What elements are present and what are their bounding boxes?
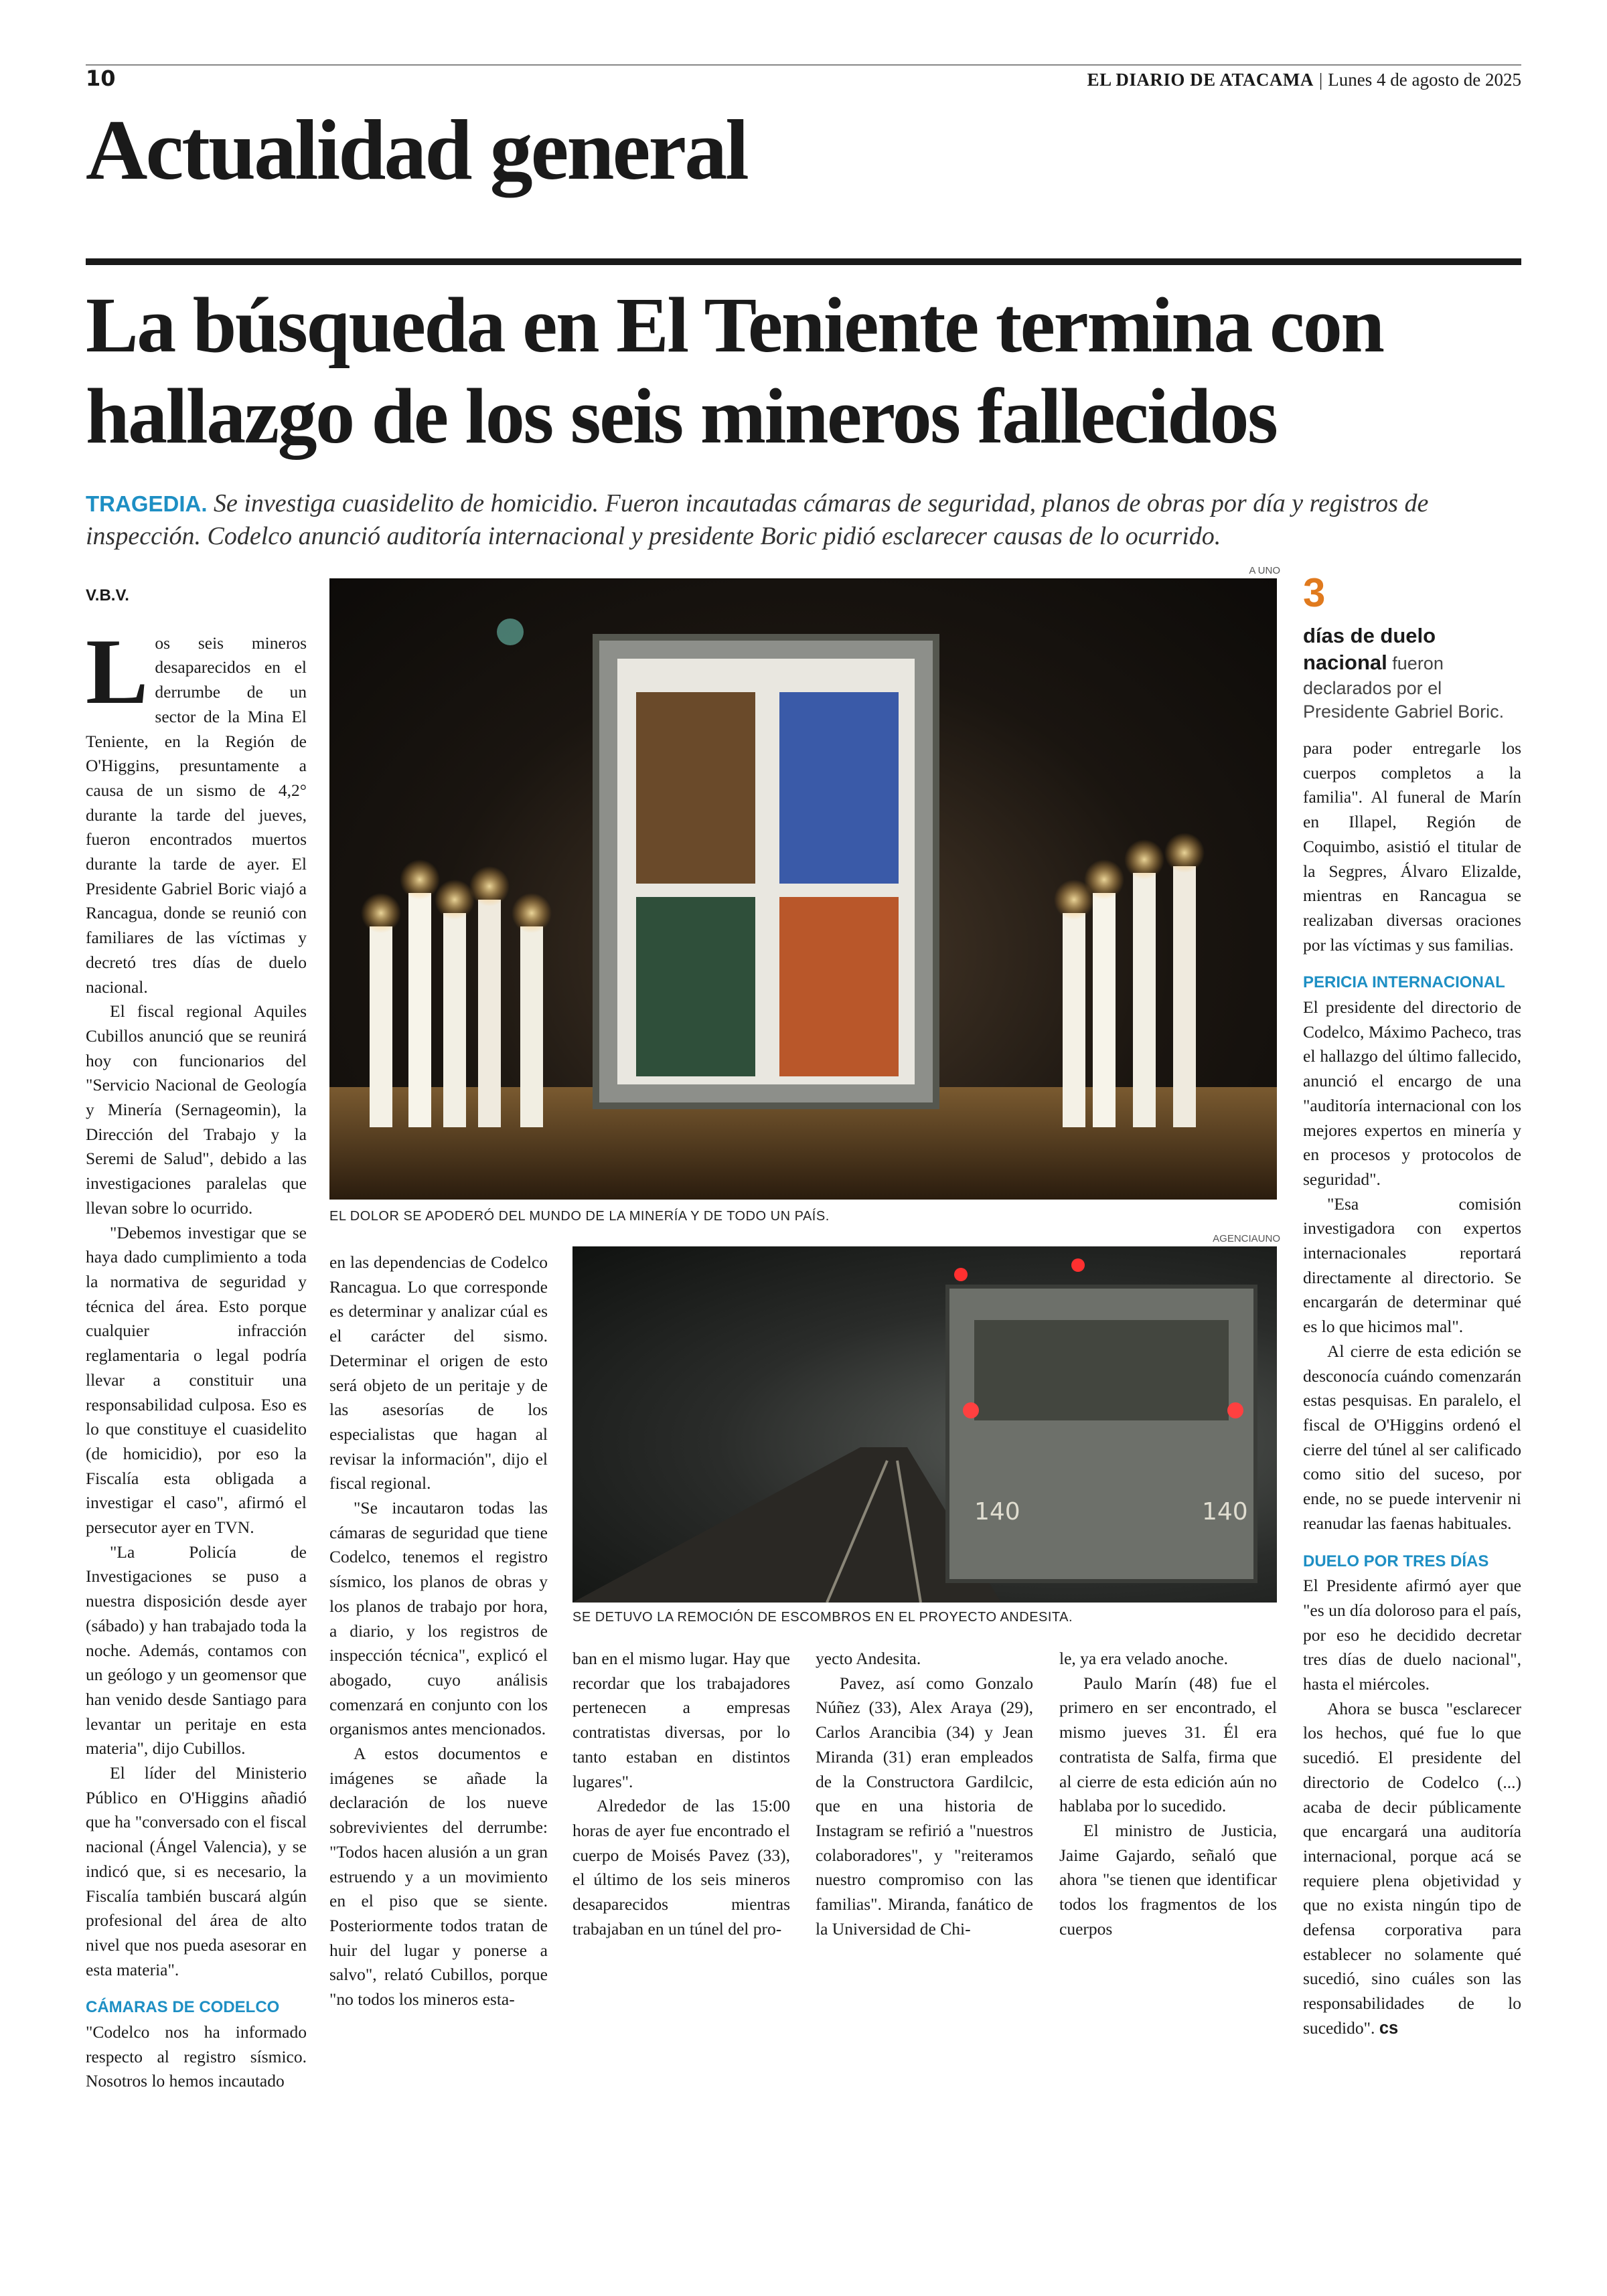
paragraph: El líder del Ministerio Público en O'Higgins añadió que ha "conversado con el fiscal nacional (Ángel Valencia), y se indicó que, si es necesario, la Fiscalía también buscará algún profesional del área de alto nivel que nos pueda asesorar en esta materia". [86, 1763, 307, 1979]
kicker: TRAGEDIA. [86, 491, 208, 516]
memorial-illustration [329, 578, 1277, 1200]
tunnel-photo [572, 1246, 1277, 1603]
paragraph: en las dependencias de Codelco Rancagua. Lo que corresponde es determinar y analizar cúal es el carácter del sismo. Determinar el origen de esto será objeto de un peritaje y de las asesorías de los especialistas que hagan al revisar la información", dijo el fiscal regional. [329, 1252, 548, 1493]
headline: La búsqueda en El Teniente termina con hallazgo de los seis mineros fallecidos [86, 281, 1383, 460]
deck [86, 487, 1525, 554]
photo-credit: A UNO [1249, 565, 1280, 576]
column-6 [1303, 736, 1521, 2041]
issue-date: Lunes 4 de agosto de 2025 [1328, 70, 1521, 90]
end-mark: cs [1379, 2018, 1399, 2038]
section-title: Actualidad general [86, 102, 747, 197]
dropcap: L [86, 619, 149, 724]
train-number-left: 140 [974, 1498, 1020, 1526]
paragraph: "Debemos investigar que se haya dado cumplimiento a toda la normativa de seguridad y técnica del área. Esto porque cualquier infracción reglamentaria o legal podría llevar a constituir una responsabilidad culposa. Eso es lo que constituye el cuasidelito (de homicidio), por eso la Fiscalía esta obligada a investigar el caso", afirmó el persecutor ayer en TVN. [86, 1222, 307, 1538]
paragraph: Ahora se busca "esclarecer los hechos, qué fue lo que sucedió. El presidente del directorio de Codelco (...) acaba de decir públicamente que encargará una auditoría internacional, porque acá se requiere plena objetividad y que no exista ningún tipo de defensa corporativa para establecer no solamente qué sucedió, sino cuáles son las responsabilidades de lo sucedido". cs [1303, 1698, 1521, 2038]
paragraph: "Se incautaron todas las cámaras de seguridad que tiene Codelco, tenemos el registro sísmico, los planos de obras y los planos de trabajo por hora, a diario, y los registros de inspección técnica", explicó el abogado, cuyo análisis comenzará en conjunto con los organismos antes mencionados. [329, 1498, 548, 1739]
paragraph: "La Policía de Investigaciones se puso a nuestra disposición desde ayer (sábado) y han trabajado toda la noche. Además, contamos con un geólogo y un geomensor que han venido desde Santiago para levantar un peritaje en esta materia", dijo Cubillos. [86, 1542, 307, 1758]
stat-strong: días de duelo nacional [1303, 624, 1436, 675]
paragraph: El Presidente afirmó ayer que "es un día doloroso para el país, por eso he decidido decretar tres días de duelo nacional", hasta el miércoles. [1303, 1576, 1521, 1694]
deck-text: Se investiga cuasidelito de homicidio. Fueron incautadas cámaras de seguridad, planos de obras por día y registros de inspección. Codelco anunció auditoría internacional y presidente Boric pidió esclarecer causas de lo ocurrido. [86, 489, 1429, 551]
stat-text [1303, 623, 1524, 724]
paragraph: Los seis mineros desaparecidos en el derrumbe de un sector de la Mina El Teniente, en la Región de O'Higgins, presuntamente a causa de un sismo de 4,2° durante la tarde del jueves, fueron encontrados muertos durante la tarde de ayer. El Presidente Gabriel Boric viajó a Rancagua, donde se reunió con familiares de las víctimas y decretó tres días de duelo nacional. [86, 619, 307, 997]
paragraph: El ministro de Justicia, Jaime Gajardo, señaló que ahora "se tienen que identificar todos los fragmentos de los cuerpos [1059, 1820, 1277, 1939]
stat-number: 3 [1303, 570, 1326, 615]
train-number-right: 140 [1202, 1498, 1248, 1526]
subhead-pericia: PERICIA INTERNACIONAL [1303, 973, 1505, 992]
paragraph: Paulo Marín (48) fue el primero en ser encontrado, el mismo jueves 31. Él era contratista de Salfa, firma que al cierre de esta edición aún no hablaba por lo sucedido. [1059, 1673, 1277, 1816]
paragraph: "Esa comisión investigadora con expertos internacionales reportará directamente al directorio. Se encargarán de determinar qué es lo que hicimos mal". [1303, 1194, 1521, 1337]
photo2-caption: SE DETUVO LA REMOCIÓN DE ESCOMBROS EN EL PROYECTO ANDESITA. [572, 1610, 1073, 1625]
paragraph: "Codelco nos ha informado respecto al registro sísmico. Nosotros lo hemos incautado [86, 2022, 307, 2091]
paragraph: Alrededor de las 15:00 horas de ayer fue encontrado el cuerpo de Moisés Pavez (33), el último de los seis mineros desaparecidos mientras trabajaban en un túnel del pro- [572, 1796, 790, 1939]
subhead-duelo: DUELO POR TRES DÍAS [1303, 1552, 1489, 1570]
masthead: EL DIARIO DE ATACAMA | Lunes 4 de agosto de 2025 [1087, 70, 1521, 90]
subhead-camaras: CÁMARAS DE CODELCO [86, 1998, 280, 2017]
byline: V.B.V. [86, 586, 129, 604]
column-4 [816, 1647, 1033, 1941]
column-3 [572, 1647, 790, 1941]
paragraph: El presidente del directorio de Codelco, Máximo Pacheco, tras el hallazgo del último fallecido, anunció el encargo de una "auditoría internacional con los mejores expertos en minería y en procesos y protocolos de seguridad". [1303, 997, 1521, 1189]
paragraph: El fiscal regional Aquiles Cubillos anunció que se reunirá hoy con funcionarios del "Servicio Nacional de Geología y Minería (Sernageomin), la Dirección del Trabajo y la Seremi de Salud", debido a las investigaciones paralelas que llevan sobre lo ocurrido. [86, 1001, 307, 1218]
column-1 [86, 584, 307, 2094]
stat-rest: fueron declarados por el Presidente Gabriel Boric. [1303, 653, 1505, 722]
column-5 [1059, 1647, 1277, 1941]
paragraph: ban en el mismo lugar. Hay que recordar que los trabajadores pertenecen a empresas contratistas diversas, por lo tanto estaban en distintos lugares". [572, 1649, 790, 1791]
paragraph: yecto Andesita. [816, 1649, 921, 1668]
memorial-photo [329, 578, 1277, 1200]
tunnel-illustration [572, 1246, 1277, 1603]
paragraph: Al cierre de esta edición se desconocía cuándo comenzarán estas pesquisas. En paralelo, el fiscal de O'Higgins ordenó el cierre del túnel al ser calificado como sitio del suceso, por ende, no se puede intervenir ni reanudar las faenas habituales. [1303, 1341, 1521, 1533]
paragraph: Pavez, así como Gonzalo Núñez (33), Alex Araya (29), Carlos Arancibia (34) y Jean Miranda (31) eran empleados de la Constructora Gardilcic, que en una historia de Instagram se refirió a "nuestros colaboradores", y "reiteramos nuestro compromiso con las familias". Miranda, fanático de la Universidad de Chi- [816, 1673, 1033, 1939]
paragraph: A estos documentos e imágenes se añade la declaración de los nueve sobrevivientes del derrumbe: "Todos hacen alusión a un gran estruendo y a un movimiento en el piso que se siente. Posteriormente todos tratan de huir del lugar y ponerse a salvo", relató Cubillos, porque "no todos los mineros esta- [329, 1744, 548, 2010]
column-2 [329, 1250, 548, 2012]
section-rule [86, 258, 1521, 265]
paragraph: para poder entregarle los cuerpos completos a la familia". Al funeral de Marín en Illapel, Región de Coquimbo, asistió el titular de la Segpres, Álvaro Elizalde, mientras en Rancagua se realizaban diversas oraciones por las víctimas y sus familias. [1303, 738, 1521, 955]
paragraph: le, ya era velado anoche. [1059, 1649, 1229, 1668]
photo1-caption: EL DOLOR SE APODERÓ DEL MUNDO DE LA MINERÍA Y DE TODO UN PAÍS. [329, 1209, 830, 1224]
header-rule [86, 64, 1521, 66]
page-number: 10 [86, 66, 116, 91]
photo-credit: AGENCIAUNO [1213, 1233, 1280, 1244]
paper-name: EL DIARIO DE ATACAMA [1087, 70, 1314, 90]
